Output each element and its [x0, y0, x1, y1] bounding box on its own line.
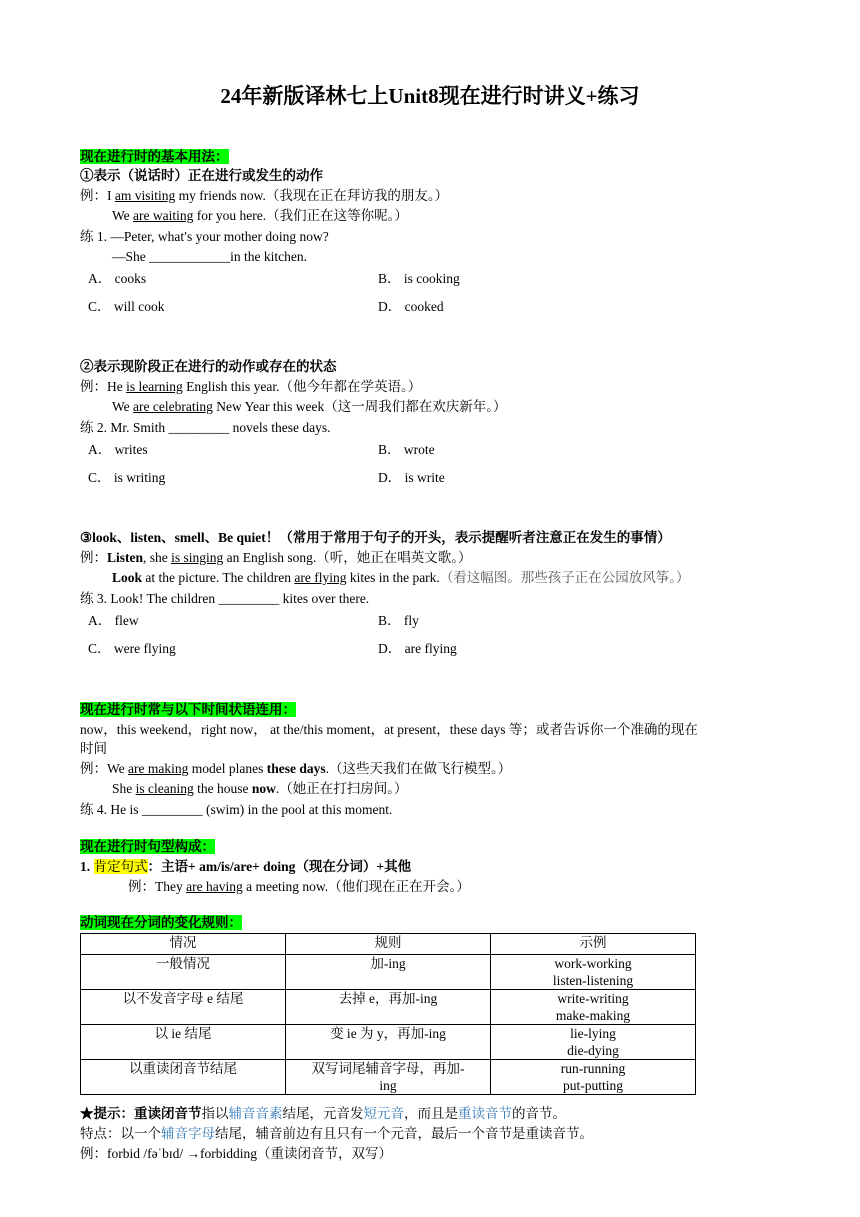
exercise-1-option-b[interactable]: B． is cooking — [378, 271, 460, 286]
usage-2-example-2: We are celebrating New Year this week（这一周我们都在欢庆新年。） — [112, 399, 507, 414]
table-cell-rule: 去掉 e，再加-ing — [286, 990, 491, 1025]
table-row — [81, 1060, 696, 1095]
table-cell-example: run-running put-putting — [491, 1060, 696, 1095]
affirmative-structure: 1. 肯定句式：主语+ am/is/are+ doing（现在分词）+其他 — [80, 859, 412, 874]
exercise-3-option-d[interactable]: D． are flying — [378, 641, 457, 656]
usage-1-title: ①表示（说话时）正在进行或发生的动作 — [80, 168, 323, 183]
usage-2-title: ②表示现阶段正在进行的动作或存在的状态 — [80, 359, 337, 374]
time-adverbials-example-1: 例：We are making model planes these days.（这些天我们在做飞行模型。） — [80, 761, 512, 776]
table-cell-example: work-working listen-listening — [491, 955, 696, 990]
table-cell-rule: 加-ing — [286, 955, 491, 990]
table-header-cell: 示例 — [491, 934, 696, 955]
exercise-2-question: 练 2. Mr. Smith _________ novels these days. — [80, 420, 331, 435]
exercise-3-option-b[interactable]: B． fly — [378, 613, 419, 628]
section-heading-time-adverbials: 现在进行时常与以下时间状语连用： — [80, 702, 296, 717]
section-heading-participle-rules: 动词现在分词的变化规则： — [80, 915, 242, 930]
table-cell-case: 一般情况 — [81, 955, 286, 990]
exercise-2-option-c[interactable]: C． is writing — [88, 470, 166, 485]
exercise-1-option-a[interactable]: A． cooks — [88, 271, 147, 286]
section-heading-usage: 现在进行时的基本用法： — [80, 149, 229, 164]
table-cell-case: 以 ie 结尾 — [81, 1025, 286, 1060]
table-cell-example: lie-lying die-dying — [491, 1025, 696, 1060]
section-heading-sentence-structure: 现在进行时句型构成： — [80, 839, 215, 854]
usage-3-title: ③look、listen、smell、Be quiet！（常用于常用于句子的开头，表示提醒听者注意正在发生的事情） — [80, 530, 671, 545]
table-cell-case: 以重读闭音节结尾 — [81, 1060, 286, 1095]
usage-2-example-1: 例：He is learning English this year.（他今年都在学英语。） — [80, 379, 422, 394]
exercise-2-option-d[interactable]: D． is write — [378, 470, 445, 485]
time-adverbials-example-2: She is cleaning the house now.（她正在打扫房间。） — [112, 781, 408, 796]
exercise-3-option-c[interactable]: C． were flying — [88, 641, 176, 656]
exercise-1-option-d[interactable]: D． cooked — [378, 299, 444, 314]
time-adverbials-line-2: 时间 — [80, 741, 107, 756]
exercise-3-question: 练 3. Look! The children _________ kites over there. — [80, 591, 370, 606]
table-row — [81, 990, 696, 1025]
usage-1-example-1: 例：I am visiting my friends now.（我现在正在拜访我的朋友。） — [80, 188, 449, 203]
participle-rules-table — [80, 933, 696, 1095]
table-cell-example: write-writing make-making — [491, 990, 696, 1025]
exercise-1-question: 练 1. —Peter, what′s your mother doing now? — [80, 229, 329, 244]
exercise-2-option-b[interactable]: B． wrote — [378, 442, 435, 457]
table-row — [81, 955, 696, 990]
exercise-3-option-a[interactable]: A． flew — [88, 613, 139, 628]
table-header-row — [81, 934, 696, 955]
tip-stressed-closed-syllable: ★提示：重读闭音节指以辅音音素结尾，元音发短元音，而且是重读音节的音节。 — [80, 1106, 566, 1121]
affirmative-example: 例：They are having a meeting now.（他们现在正在开会。） — [128, 879, 470, 894]
exercise-4-question: 练 4. He is _________ (swim) in the pool at this moment. — [80, 802, 393, 817]
document-title: 24年新版译林七上Unit8现在进行时讲义+练习 — [220, 84, 640, 108]
usage-3-example-2: Look at the picture. The children are flying kites in the park.（看这幅图。那些孩子正在公园放风筝。） — [112, 570, 690, 585]
table-cell-rule: 双写词尾辅音字母，再加- ing — [286, 1060, 491, 1095]
table-row — [81, 1025, 696, 1060]
exercise-1-option-c[interactable]: C． will cook — [88, 299, 165, 314]
exercise-2-option-a[interactable]: A． writes — [88, 442, 148, 457]
table-cell-case: 以不发音字母 e 结尾 — [81, 990, 286, 1025]
usage-3-example-1: 例：Listen, she is singing an English song.（听，她正在唱英文歌。） — [80, 550, 472, 565]
tip-example: 例：forbid /fəˈbɪd/ →forbidding（重读闭音节，双写） — [80, 1146, 392, 1161]
usage-1-example-2: We are waiting for you here.（我们正在这等你呢。） — [112, 208, 408, 223]
table-header-cell: 情况 — [81, 934, 286, 955]
tip-features: 特点：以一个辅音字母结尾，辅音前边有且只有一个元音，最后一个音节是重读音节。 — [80, 1126, 593, 1141]
time-adverbials-line-1: now，this weekend，right now， at the/this moment，at present，these days 等；或者告诉你一个准确的现在 — [80, 722, 698, 737]
exercise-1-question-line-2: —She ____________in the kitchen. — [112, 249, 307, 264]
table-header-cell: 规则 — [286, 934, 491, 955]
table-cell-rule: 变 ie 为 y，再加-ing — [286, 1025, 491, 1060]
